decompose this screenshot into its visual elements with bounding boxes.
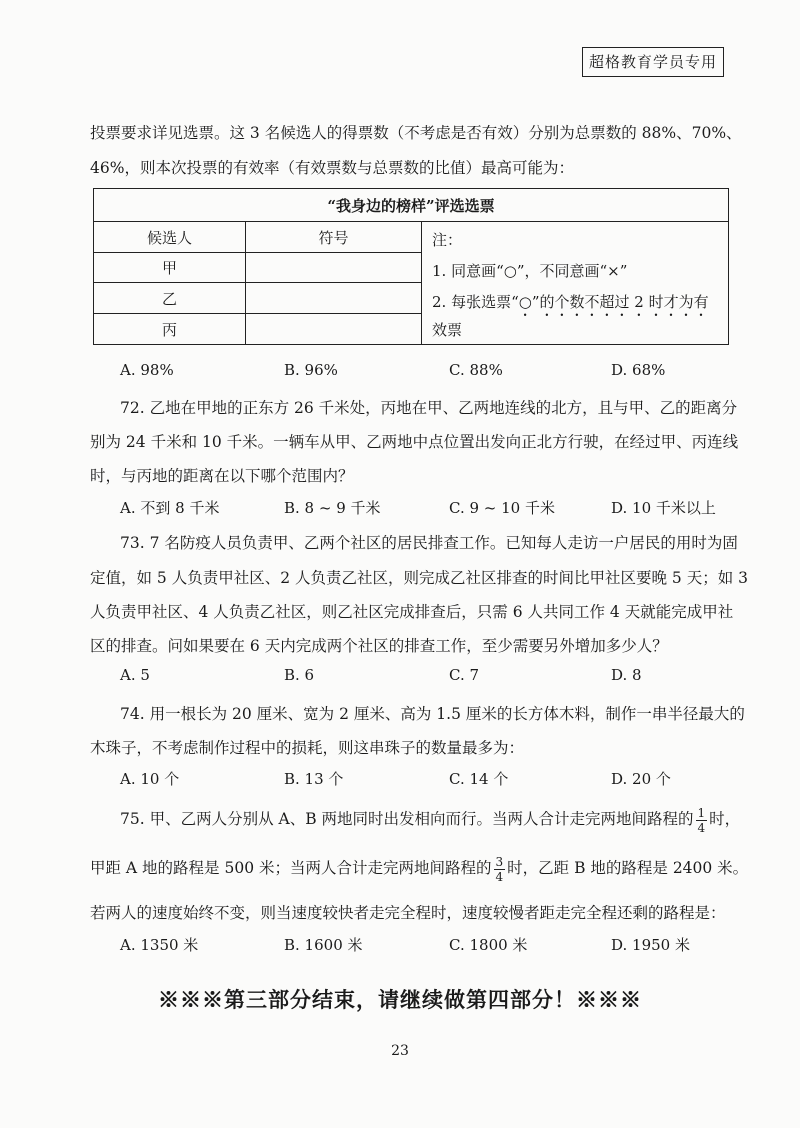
q75-line-1b: 时， xyxy=(709,810,741,828)
q72-line-3: 时，与丙地的距离在以下哪个范围内？ xyxy=(90,467,354,485)
q75-option-c: C. 1800 米 xyxy=(449,936,528,954)
q75-line-1a: 75. 甲、乙两人分别从 A、B 两地同时出发相向而行。当两人合计走完两地间路程的 xyxy=(120,810,694,828)
q74-line-2: 木珠子，不考虑制作过程中的损耗，则这串珠子的数量最多为： xyxy=(90,739,525,757)
ballot-note-2-cont: 效票 xyxy=(432,321,463,339)
q75-line-2a: 甲距 A 地的路程是 500 米；当两人合计走完两地间路程的 xyxy=(90,859,492,877)
q73-line-3: 人负责甲社区、4 人负责乙社区，则乙社区完成排查后，只需 6 人共同工作 4 天就能完成甲社 xyxy=(90,603,734,621)
q73-option-c: C. 7 xyxy=(449,666,480,684)
q71-option-a: A. 98% xyxy=(120,361,174,379)
q72-option-a: A. 不到 8 千米 xyxy=(120,499,220,517)
frac1-denominator: 4 xyxy=(697,820,706,835)
q71-line-2: 46%，则本次投票的有效率（有效票数与总票数的比值）最高可能为： xyxy=(90,159,574,177)
ballot-title: “我身边的榜样”评选选票 xyxy=(94,189,729,222)
fraction-one-quarter xyxy=(696,807,708,834)
q72-option-c: C. 9 ~ 10 千米 xyxy=(449,499,555,517)
ballot-symbol-jia xyxy=(246,253,422,283)
q73-option-a: A. 5 xyxy=(120,666,150,684)
ballot-note-2b: ○ xyxy=(518,293,532,311)
q73-option-d: D. 8 xyxy=(611,666,642,684)
ballot-col-symbol: 符号 xyxy=(246,222,422,253)
frac2-denominator: 4 xyxy=(495,869,504,884)
ballot-note-1: 1. 同意画“○”，不同意画“×” xyxy=(432,262,628,280)
q72-line-2: 别为 24 千米和 10 千米。一辆车从甲、乙两地中点位置出发向正北方行驶，在经过甲、丙连线 xyxy=(90,433,739,451)
ballot-symbol-bing xyxy=(246,314,422,345)
q75-line-2 xyxy=(90,851,748,885)
q75-option-a: A. 1350 米 xyxy=(120,936,199,954)
q75-line-2b: 时，乙距 B 地的路程是 2400 米。 xyxy=(507,859,749,877)
ballot-row-yi: 乙 xyxy=(94,283,246,314)
ballot-row-bing: 丙 xyxy=(94,314,246,345)
ballot-note-2c: ”的个数不超过 2 时才为有 xyxy=(531,293,709,311)
q73-line-1: 73. 7 名防疫人员负责甲、乙两个社区的居民排查工作。已知每人走访一户居民的用时为固 xyxy=(120,534,738,552)
page-number: 23 xyxy=(391,1043,409,1059)
q72-option-d: D. 10 千米以上 xyxy=(611,499,716,517)
ballot-col-candidate: 候选人 xyxy=(94,222,246,253)
q71-line-1: 投票要求详见选票。这 3 名候选人的得票数（不考虑是否有效）分别为总票数的 88%、70%、 xyxy=(90,124,742,142)
q75-option-d: D. 1950 米 xyxy=(611,936,690,954)
q71-option-c: C. 88% xyxy=(449,361,503,379)
q74-line-1: 74. 用一根长为 20 厘米、宽为 2 厘米、高为 1.5 厘米的长方体木料，制作一串半径最大的 xyxy=(120,705,745,723)
ballot-note-2a: 2. 每张选票“ xyxy=(432,293,519,311)
ballot-row-jia: 甲 xyxy=(94,253,246,283)
q74-option-c: C. 14 个 xyxy=(449,770,509,788)
section-end-note: ※※※第三部分结束，请继续做第四部分！※※※ xyxy=(158,987,642,1012)
q75-line-1 xyxy=(120,802,740,836)
ballot-note-2 xyxy=(432,291,709,320)
ballot-note-label: 注： xyxy=(432,231,463,249)
q74-option-b: B. 13 个 xyxy=(284,770,344,788)
q73-option-b: B. 6 xyxy=(284,666,315,684)
q74-option-a: A. 10 个 xyxy=(120,770,180,788)
ballot-symbol-yi xyxy=(246,283,422,314)
header-badge: 超格教育学员专用 xyxy=(582,47,724,77)
q75-line-3: 若两人的速度始终不变，则当速度较快者走完全程时，速度较慢者距走完全程还剩的路程是： xyxy=(90,904,726,922)
q71-option-b: B. 96% xyxy=(284,361,338,379)
q73-line-2: 定值，如 5 人负责甲社区、2 人负责乙社区，则完成乙社区排查的时间比甲社区要晚 5 天；如 3 xyxy=(90,569,749,587)
q74-option-d: D. 20 个 xyxy=(611,770,671,788)
q72-option-b: B. 8 ~ 9 千米 xyxy=(284,499,381,517)
ballot-table xyxy=(93,188,729,345)
q75-option-b: B. 1600 米 xyxy=(284,936,363,954)
frac2-numerator: 3 xyxy=(495,854,504,869)
ballot-notes xyxy=(422,222,729,345)
frac1-numerator: 1 xyxy=(697,805,706,820)
q71-option-d: D. 68% xyxy=(611,361,666,379)
q72-line-1: 72. 乙地在甲地的正东方 26 千米处，丙地在甲、乙两地连线的北方，且与甲、乙的距离分 xyxy=(120,399,738,417)
fraction-three-quarters xyxy=(494,856,506,883)
q73-line-4: 区的排查。问如果要在 6 天内完成两个社区的排查工作，至少需要另外增加多少人？ xyxy=(90,637,668,655)
